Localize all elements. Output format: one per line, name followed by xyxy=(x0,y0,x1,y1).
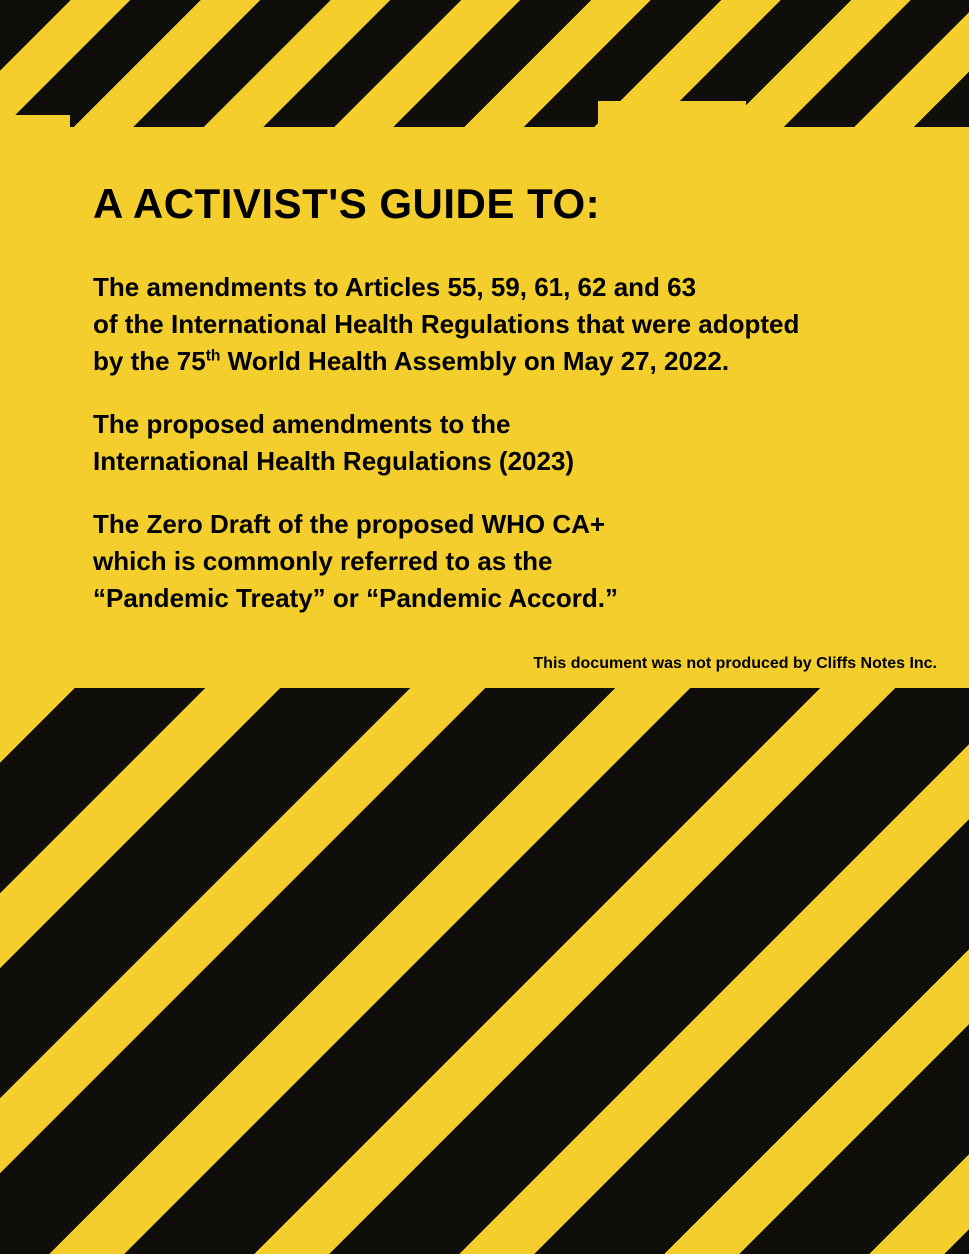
stripe-notch-left xyxy=(0,115,70,127)
page-title: A ACTIVIST'S GUIDE TO: xyxy=(93,180,601,227)
paragraph-line: International Health Regulations (2023) xyxy=(93,446,575,477)
paragraph-adopted-amendments xyxy=(93,269,939,380)
ordinal-superscript: th xyxy=(205,347,221,365)
paragraph-line xyxy=(93,343,939,380)
paragraph-line: The amendments to Articles 55, 59, 61, 62 and 63 xyxy=(93,272,697,303)
hazard-stripes-top xyxy=(0,0,969,127)
hazard-stripes-bottom xyxy=(0,688,969,1254)
paragraph-line: of the International Health Regulations that were adopted xyxy=(93,309,800,340)
paragraph-line-segment: by the 75 xyxy=(93,346,206,377)
paragraph-line: which is commonly referred to as the xyxy=(93,546,553,577)
cover-content xyxy=(0,127,969,688)
stripe-notch xyxy=(598,101,746,127)
disclaimer-note: This document was not produced by Cliffs Notes Inc. xyxy=(533,655,937,673)
paragraph-line: The Zero Draft of the proposed WHO CA+ xyxy=(93,509,606,540)
paragraph-line: The proposed amendments to the xyxy=(93,409,511,440)
paragraph-proposed-amendments xyxy=(93,406,939,480)
paragraph-line: “Pandemic Treaty” or “Pandemic Accord.” xyxy=(93,583,618,614)
paragraph-zero-draft xyxy=(93,506,939,617)
paragraph-line-segment: World Health Assembly on May 27, 2022. xyxy=(220,346,730,377)
